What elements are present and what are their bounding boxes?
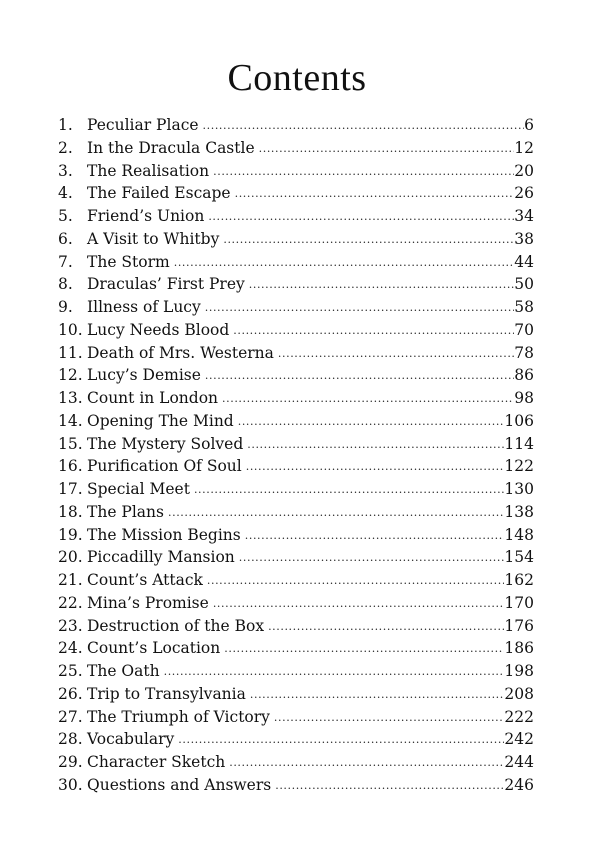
- toc-entry[interactable]: [58, 296, 534, 319]
- dot-leader: [222, 388, 514, 411]
- dot-leader: [247, 434, 504, 457]
- chapter-number: 26.: [58, 684, 83, 703]
- chapter-number: 23.: [58, 616, 83, 635]
- chapter-title: The Triumph of Victory: [87, 707, 270, 726]
- chapter-number: 21.: [58, 571, 83, 589]
- chapter-number: 28.: [58, 730, 83, 749]
- page-number: 186: [504, 639, 534, 658]
- page-number: 198: [504, 662, 534, 680]
- toc-entry[interactable]: [58, 137, 534, 160]
- page-number: 58: [514, 298, 534, 316]
- toc-entry[interactable]: [58, 637, 534, 660]
- chapter-number: 16.: [58, 457, 83, 476]
- dot-leader: [208, 206, 514, 229]
- dot-leader: [250, 684, 505, 707]
- toc-entry[interactable]: [58, 251, 534, 274]
- toc-entry[interactable]: [58, 182, 534, 205]
- page-number: 208: [504, 684, 534, 703]
- dot-leader: [224, 638, 504, 661]
- page-title: Contents: [227, 57, 367, 99]
- dot-leader: [194, 479, 504, 502]
- toc-entry[interactable]: [58, 410, 534, 433]
- dot-leader: [245, 525, 505, 548]
- toc-entry[interactable]: [58, 501, 534, 524]
- dot-leader: [233, 320, 514, 343]
- chapter-number: 9.: [58, 298, 73, 316]
- chapter-title: The Storm: [87, 252, 170, 271]
- chapter-title: Illness of Lucy: [87, 298, 201, 316]
- chapter-number: 1.: [58, 116, 73, 134]
- toc-entry[interactable]: [58, 228, 534, 251]
- dot-leader: [238, 411, 505, 434]
- toc-entry[interactable]: [58, 478, 534, 501]
- chapter-number: 10.: [58, 320, 83, 339]
- dot-leader: [223, 229, 514, 252]
- chapter-number: 8.: [58, 275, 73, 294]
- chapter-title: Count’s Location: [87, 639, 221, 658]
- page-number: 38: [514, 229, 534, 248]
- dot-leader: [268, 616, 504, 639]
- toc-entry[interactable]: [58, 683, 534, 706]
- toc-entry[interactable]: [58, 114, 534, 137]
- toc-entry[interactable]: [58, 569, 534, 592]
- page-number: 122: [504, 457, 534, 476]
- dot-leader: [203, 115, 525, 138]
- toc-entry[interactable]: [58, 433, 534, 456]
- chapter-number: 19.: [58, 525, 83, 544]
- toc-entry[interactable]: [58, 546, 534, 569]
- chapter-number: 24.: [58, 639, 83, 658]
- toc-entry[interactable]: [58, 319, 534, 342]
- page-number: 20: [514, 161, 534, 180]
- page-number: 130: [504, 480, 534, 498]
- table-of-contents: [58, 114, 534, 797]
- chapter-title: The Realisation: [87, 161, 210, 180]
- chapter-title: Count in London: [87, 389, 219, 407]
- dot-leader: [239, 547, 505, 570]
- chapter-number: 18.: [58, 502, 83, 521]
- toc-entry[interactable]: [58, 342, 534, 365]
- page-number: 242: [504, 730, 534, 749]
- dot-leader: [207, 570, 505, 593]
- page-number: 44: [514, 252, 534, 271]
- dot-leader: [235, 183, 515, 206]
- toc-entry[interactable]: [58, 364, 534, 387]
- page-number: 34: [514, 207, 534, 225]
- chapter-title: Destruction of the Box: [87, 616, 265, 635]
- chapter-title: The Plans: [87, 502, 164, 521]
- dot-leader: [205, 297, 515, 320]
- chapter-number: 27.: [58, 707, 83, 726]
- chapter-number: 15.: [58, 434, 83, 453]
- toc-entry[interactable]: [58, 706, 534, 729]
- chapter-title: Lucy Needs Blood: [87, 320, 230, 339]
- page-number: 114: [504, 434, 534, 453]
- chapter-title: In the Dracula Castle: [87, 138, 255, 157]
- chapter-number: 11.: [58, 343, 83, 362]
- chapter-title: Lucy’s Demise: [87, 366, 201, 385]
- dot-leader: [164, 661, 505, 684]
- chapter-title: Vocabulary: [87, 730, 175, 749]
- chapter-number: 3.: [58, 161, 73, 180]
- chapter-title: Opening The Mind: [87, 411, 234, 430]
- page-number: 50: [514, 275, 534, 294]
- toc-entry[interactable]: [58, 160, 534, 183]
- chapter-number: 5.: [58, 207, 73, 225]
- page-number: 106: [504, 411, 534, 430]
- page-number: 78: [514, 343, 534, 362]
- chapter-title: Death of Mrs. Westerna: [87, 343, 274, 362]
- dot-leader: [168, 502, 504, 525]
- dot-leader: [178, 729, 504, 752]
- chapter-number: 20.: [58, 548, 83, 567]
- page-number: 222: [504, 707, 534, 726]
- chapter-number: 12.: [58, 366, 83, 385]
- chapter-title: Purification Of Soul: [87, 457, 242, 476]
- chapter-title: The Mission Begins: [87, 525, 241, 544]
- toc-entry[interactable]: [58, 774, 534, 797]
- dot-leader: [274, 707, 504, 730]
- chapter-title: Trip to Transylvania: [87, 684, 246, 703]
- chapter-number: 2.: [58, 138, 73, 157]
- page-number: 70: [514, 320, 534, 339]
- dot-leader: [213, 593, 505, 616]
- chapter-title: Character Sketch: [87, 753, 226, 771]
- chapter-number: 25.: [58, 662, 83, 680]
- page-number: 6: [524, 116, 534, 134]
- toc-entry[interactable]: [58, 615, 534, 638]
- page-number: 98: [514, 389, 534, 407]
- chapter-title: A Visit to Whitby: [87, 229, 220, 248]
- dot-leader: [249, 274, 515, 297]
- dot-leader: [205, 365, 514, 388]
- chapter-title: The Failed Escape: [87, 184, 231, 203]
- chapter-number: 7.: [58, 252, 73, 271]
- chapter-title: Mina’s Promise: [87, 593, 209, 612]
- page-number: 148: [504, 525, 534, 544]
- chapter-title: Friend’s Union: [87, 207, 205, 225]
- chapter-number: 14.: [58, 411, 83, 430]
- page-number: 154: [504, 548, 534, 567]
- dot-leader: [174, 252, 515, 275]
- toc-entry[interactable]: [58, 205, 534, 228]
- toc-entry[interactable]: [58, 387, 534, 410]
- chapter-number: 22.: [58, 593, 83, 612]
- dot-leader: [259, 138, 515, 161]
- chapter-title: The Oath: [87, 662, 160, 680]
- page-number: 138: [504, 502, 534, 521]
- dot-leader: [246, 456, 505, 479]
- page-number: 162: [504, 571, 534, 589]
- page-number: 12: [514, 138, 534, 157]
- page-number: 244: [504, 753, 534, 771]
- page-number: 26: [514, 184, 534, 203]
- chapter-title: Draculas’ First Prey: [87, 275, 245, 294]
- toc-entry[interactable]: [58, 455, 534, 478]
- page-number: 86: [514, 366, 534, 385]
- toc-entry[interactable]: [58, 592, 534, 615]
- toc-entry[interactable]: [58, 273, 534, 296]
- chapter-title: The Mystery Solved: [87, 434, 244, 453]
- toc-entry[interactable]: [58, 728, 534, 751]
- chapter-title: Count’s Attack: [87, 571, 203, 589]
- chapter-number: 6.: [58, 229, 73, 248]
- toc-entry[interactable]: [58, 524, 534, 547]
- chapter-title: Peculiar Place: [87, 116, 199, 134]
- chapter-title: Questions and Answers: [87, 775, 272, 794]
- chapter-title: Piccadilly Mansion: [87, 548, 235, 567]
- chapter-number: 17.: [58, 480, 83, 498]
- chapter-number: 29.: [58, 753, 83, 771]
- dot-leader: [229, 752, 504, 775]
- chapter-title: Special Meet: [87, 480, 190, 498]
- dot-leader: [213, 161, 514, 184]
- chapter-number: 13.: [58, 389, 83, 407]
- page-number: 176: [504, 616, 534, 635]
- toc-entry[interactable]: [58, 660, 534, 683]
- dot-leader: [278, 343, 514, 366]
- page-number: 170: [504, 593, 534, 612]
- chapter-number: 4.: [58, 184, 73, 203]
- dot-leader: [275, 775, 504, 798]
- page-number: 246: [504, 775, 534, 794]
- chapter-number: 30.: [58, 775, 83, 794]
- toc-entry[interactable]: [58, 751, 534, 774]
